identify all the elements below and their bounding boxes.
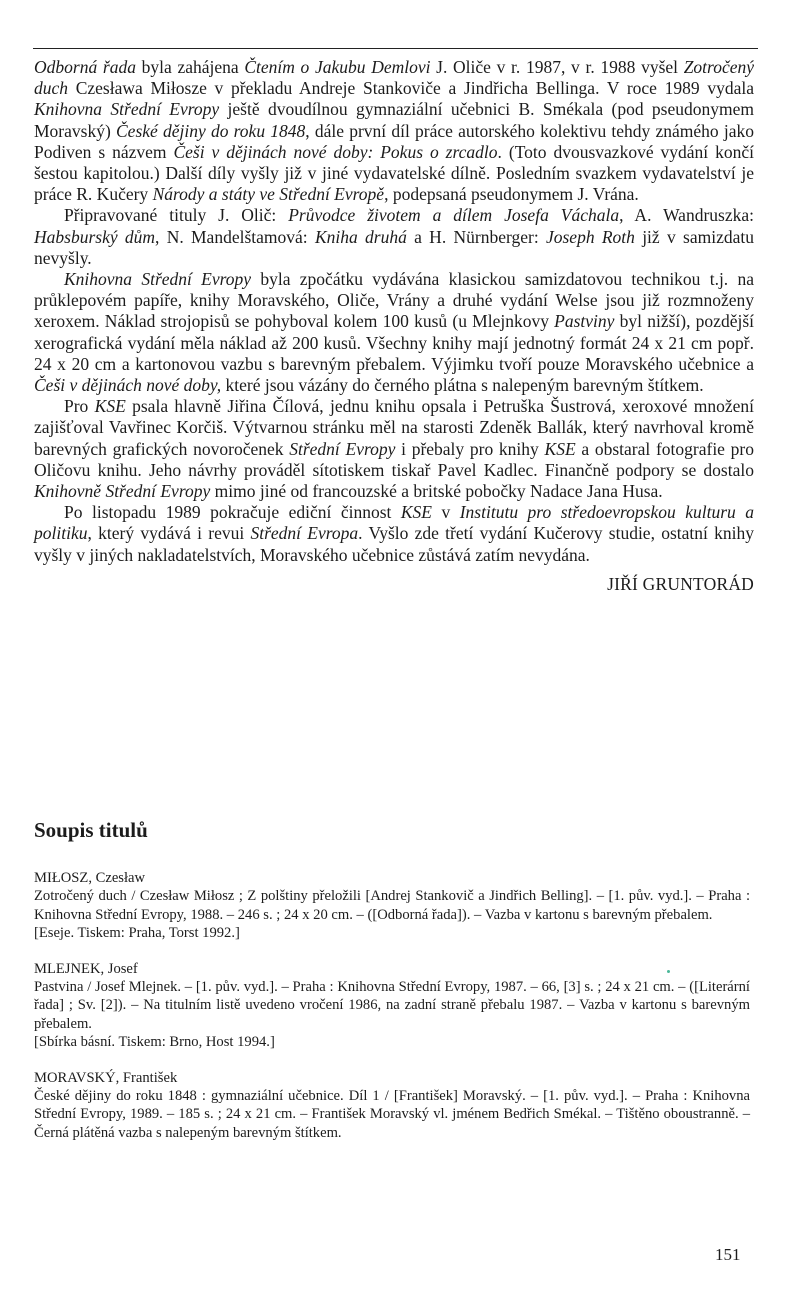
text-run: byla zpočátku vydávána klasickou samizdatovou technikou t.j. na průklepovém papíře, knihy Moravského, Oliče, Vrány a druhé vydání Welse jsou již rozmnoženy xeroxem. Náklad strojopisů se pohyboval kolem 100 kusů (u Mlejnkovy bbox=[34, 269, 754, 332]
bibliography-entry bbox=[34, 960, 750, 1052]
section-title: Soupis titulů bbox=[34, 818, 148, 842]
bibliography-entry bbox=[34, 1069, 750, 1143]
bibliography-list bbox=[34, 869, 750, 1159]
italic-run: Knihovně Střední Evropy bbox=[34, 481, 211, 502]
text-run: Připravované tituly J. Olič: bbox=[64, 205, 289, 226]
italic-run: Knihovna Střední Evropy bbox=[34, 99, 220, 120]
text-run: , N. Mandelštamová: bbox=[155, 226, 315, 247]
text-run: J. Oliče v r. 1987, v r. 1988 vyšel bbox=[430, 57, 684, 77]
text-run: , který vydává i revui bbox=[87, 523, 251, 544]
text-run: a H. Nürnberger: bbox=[406, 226, 546, 247]
italic-run: Kniha druhá bbox=[314, 226, 407, 247]
scan-speck bbox=[667, 970, 670, 973]
text-run: které jsou vázány do černého plátna s nalepeným barevným štítkem. bbox=[221, 375, 704, 396]
italic-run: Češi v dějinách nové doby: Pokus o zrcadlo bbox=[173, 141, 498, 162]
italic-run: Střední Evropa bbox=[250, 523, 359, 544]
bibliography-entry bbox=[34, 869, 750, 943]
text-run: v bbox=[432, 502, 460, 523]
text-run: , A. Wandruszka: bbox=[619, 205, 754, 226]
text-run: Po listopadu 1989 pokračuje ediční činnost bbox=[64, 502, 401, 523]
italic-run: České dějiny do roku 1848 bbox=[116, 120, 306, 141]
italic-run: Institutu pro středoevropskou kulturu a politiku bbox=[34, 502, 755, 544]
italic-run: Odborná řada bbox=[34, 57, 136, 77]
entry-author: MIŁOSZ, Czesław bbox=[34, 870, 146, 886]
italic-run: Průvodce životem a dílem Josefa Váchala bbox=[288, 205, 620, 226]
text-run: , dále první díl práce autorského kolektivu tehdy známého jako Podiven s názvem bbox=[34, 120, 754, 162]
text-run: . Vyšlo zde třetí vydání Kučerovy studie, ostatní knihy vyšly v jiných nakladatelstvích, Moravského učebnice zůstává zatím nevydána. bbox=[34, 523, 755, 565]
entry-description: České dějiny do roku 1848 : gymnaziální učebnice. Díl 1 / [František] Moravský. – [1. pův. vyd.]. – Praha : Knihovna Střední Evropy, 1989. – 185 s. ; 24 x 21 cm. – František Moravský vl. jménem Bedřich Smékal. – Tištěno oboustranně. – Černá plátěná vazba s nalepeným barevným štítkem. bbox=[34, 1088, 750, 1141]
italic-run: Pastviny bbox=[554, 311, 615, 332]
text-run: i přebaly pro knihy bbox=[395, 438, 545, 459]
italic-run: KSE bbox=[544, 438, 576, 459]
italic-run: KSE bbox=[400, 502, 432, 523]
author-signature: JIŘÍ GRUNTORÁD bbox=[607, 573, 754, 594]
text-run: , podepsaná pseudonymem J. Vrána. bbox=[384, 184, 639, 205]
entry-description: Zotročený duch / Czesław Miłosz ; Z polštiny přeložili [Andrej Stankovič a Jindřich Belling]. – [1. pův. vyd.]. – Praha : Knihovna Střední Evropy, 1988. – 246 s. ; 24 x 20 cm. – ([Odborná řada]). – Vazba v kartonu s barevným přebalem. bbox=[34, 888, 750, 923]
paragraph-2 bbox=[34, 205, 754, 269]
italic-run: Joseph Roth bbox=[545, 226, 635, 247]
italic-run: KSE bbox=[94, 396, 126, 417]
paragraph-1 bbox=[34, 57, 754, 205]
italic-run: Čtením o Jakubu Demlovi bbox=[244, 57, 431, 77]
text-run: byl nižší), pozdější xerografická vydání měla náklad až 200 kusů. Všechny knihy mají jednotný formát 24 x 21 cm popř. 24 x 20 cm a kartonovou vazbu s barevným přebalem. Výjimku tvoří pouze Moravského učebnice a bbox=[34, 311, 755, 374]
paragraph-5 bbox=[34, 502, 754, 566]
entry-description: Pastvina / Josef Mlejnek. – [1. pův. vyd.]. – Praha : Knihovna Střední Evropy, 1987. – 66, [3] s. ; 24 x 21 cm. – ([Literární řada] ; Sv. [2]). – Na titulním listě uvedeno vročení 1986, na zadní straně přebalu 1987. – Vazba v kartonu s barevným přebalem. bbox=[34, 979, 750, 1032]
top-rule bbox=[33, 48, 758, 49]
text-run: byla zahájena bbox=[135, 57, 245, 77]
text-run: ještě dvoudílnou gymnaziální učebnici B. Smékala (pod pseudonymem Moravský) bbox=[34, 99, 754, 141]
italic-run: Národy a státy ve Střední Evropě bbox=[152, 184, 385, 205]
paragraph-4 bbox=[34, 396, 754, 502]
text-run: již v samizdatu nevyšly. bbox=[34, 226, 754, 268]
text-run: Pro bbox=[64, 396, 95, 417]
italic-run: Habsburský dům bbox=[34, 226, 156, 247]
text-run: a obstaral fotografie pro Oličovu knihu. Jeho návrhy prováděl sítotiskem tiskař Pavel Kadlec. Finančně podpory se dostalo bbox=[34, 438, 754, 480]
page-number: 151 bbox=[715, 1245, 741, 1264]
entry-note: [Eseje. Tiskem: Praha, Torst 1992.] bbox=[34, 925, 240, 942]
paragraph-3 bbox=[34, 269, 754, 396]
text-run: Czesława Miłosze v překladu Andreje Stankoviče a Jindřicha Bellinga. V roce 1989 vydala bbox=[68, 78, 754, 99]
italic-run: Češi v dějinách nové doby, bbox=[34, 375, 222, 396]
text-run: psala hlavně Jiřina Čílová, jednu knihu opsala i Petruška Šustrová, xeroxové množení zajišťoval Vavřinec Korčiš. Výtvarnou stránku měl na starosti Zdeněk Ballák, který navrhoval kromě barevných grafických novoročenek bbox=[34, 396, 754, 459]
entry-author: MORAVSKÝ, František bbox=[34, 1069, 178, 1086]
body-text bbox=[34, 57, 754, 595]
text-run: mimo jiné od francouzské a britské pobočky Nadace Jana Husa. bbox=[210, 481, 663, 502]
entry-note: [Sbírka básní. Tiskem: Brno, Host 1994.] bbox=[34, 1034, 275, 1051]
entry-author: MLEJNEK, Josef bbox=[34, 960, 138, 977]
text-run: . (Toto dvousvazkové vydání končí šestou kapitolou.) Další díly vyšly již v jiné vydavatelské dílně. Posledním svazkem vydavatelství je práce R. Kučery bbox=[34, 141, 755, 205]
italic-run: Knihovna Střední Evropy bbox=[64, 269, 252, 290]
italic-run: Zotročený duch bbox=[34, 57, 755, 99]
italic-run: Střední Evropy bbox=[289, 438, 396, 459]
